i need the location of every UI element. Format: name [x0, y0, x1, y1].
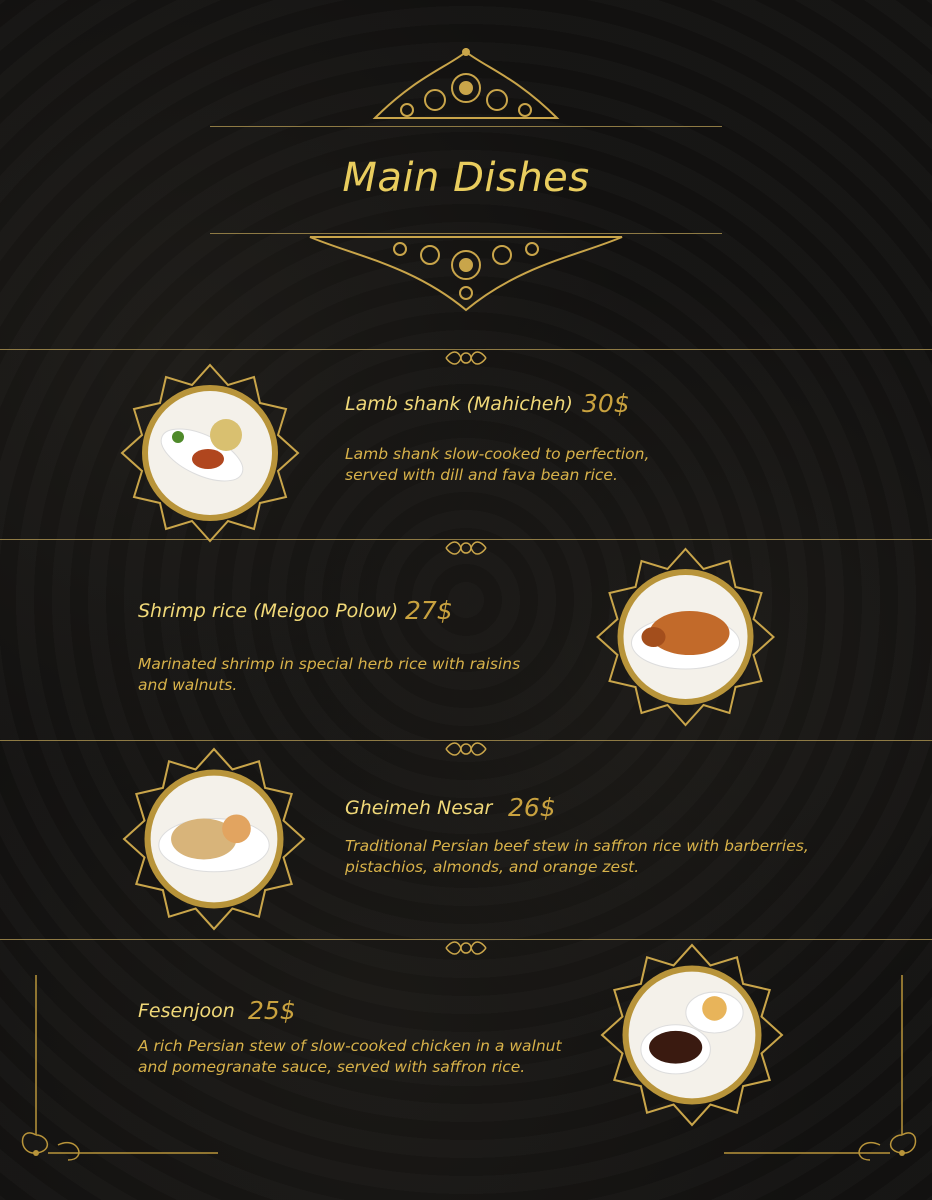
divider-ornament-icon — [444, 538, 488, 558]
bottom-ornament-icon — [300, 235, 632, 315]
dish-photo-gheimeh-nesar — [122, 747, 306, 931]
dish-description: A rich Persian stew of slow-cooked chicken in a walnut and pomegranate sauce, served with saffron rice. — [138, 1037, 562, 1076]
dish-price: 26$ — [508, 793, 556, 822]
dish-description: Marinated shrimp in special herb rice with raisins and walnuts. — [138, 655, 521, 694]
dish-price: 25$ — [248, 996, 296, 1025]
page-title: Main Dishes — [342, 155, 590, 201]
dish-price: 30$ — [582, 389, 630, 418]
corner-flourish-left-icon — [18, 975, 228, 1175]
dish-description: Lamb shank slow-cooked to perfection, served with dill and fava bean rice. — [345, 445, 650, 484]
title-bottom-rule — [210, 233, 722, 234]
dish-photo-lamb-shank — [120, 363, 300, 543]
dish-price: 27$ — [405, 596, 453, 625]
dish-name: Lamb shank (Mahicheh) — [345, 393, 573, 415]
dish-name: Shrimp rice (Meigoo Polow) — [138, 600, 399, 622]
title-top-rule — [210, 126, 722, 127]
divider-ornament-icon — [444, 348, 488, 368]
divider-ornament-icon — [444, 739, 488, 759]
top-ornament-icon — [355, 48, 577, 128]
dish-description: Traditional Persian beef stew in saffron rice with barberries, pistachios, almonds, and orange zest. — [345, 837, 809, 876]
corner-flourish-right-icon — [714, 975, 924, 1175]
divider-ornament-icon — [444, 938, 488, 958]
dish-photo-shrimp-rice — [593, 547, 778, 727]
dish-name: Fesenjoon — [138, 1000, 235, 1022]
dish-name: Gheimeh Nesar — [345, 797, 493, 819]
title-block — [0, 40, 932, 315]
